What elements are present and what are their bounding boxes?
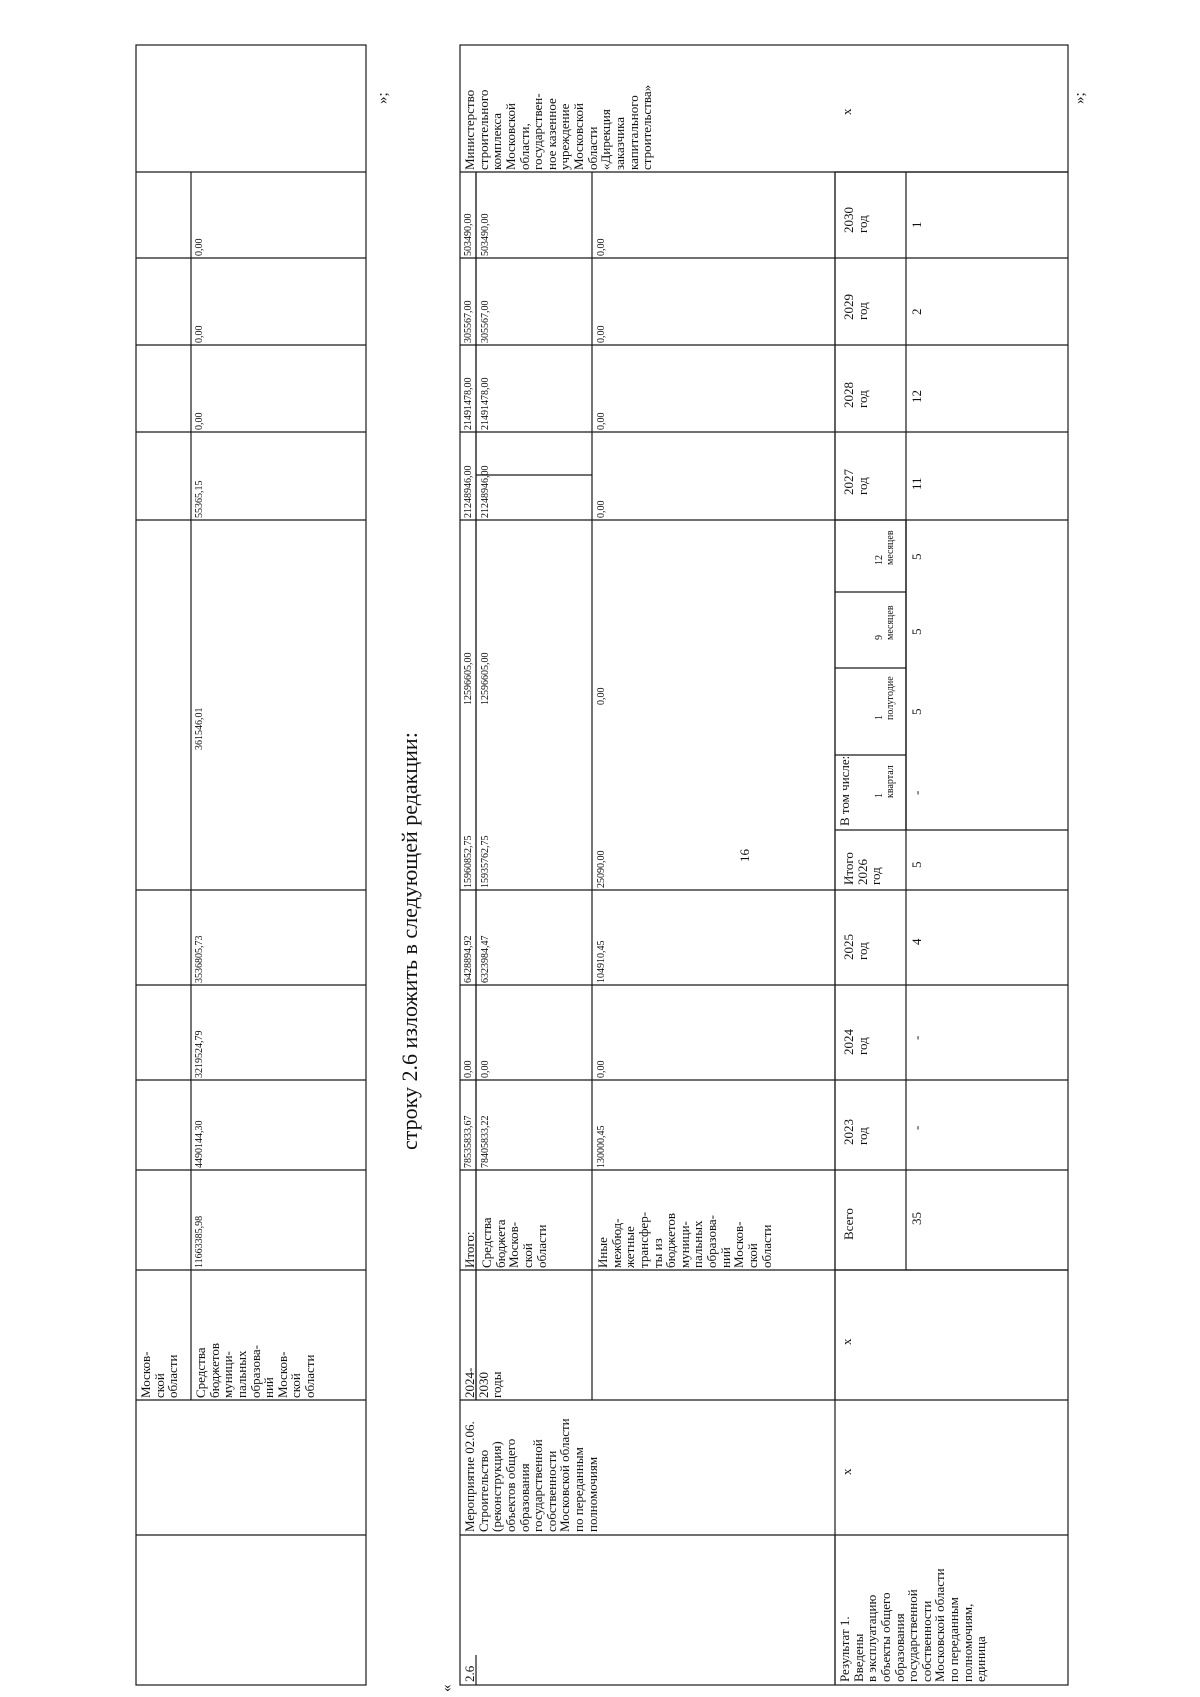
header-2028: 2028 год — [841, 382, 870, 408]
regional-value-2027: 21248946,00 — [480, 465, 491, 518]
value-2027: 11 — [909, 477, 924, 490]
result-description: Результат 1. Введены в эксплуатацию объекты общего образования государственной собственности Московской области по переданным полномочиям, единица — [837, 1568, 989, 1682]
transfers-value-2025: 25090,00 — [596, 850, 607, 888]
page-number: 16 — [737, 849, 752, 862]
top-value-2029: 0,00 — [194, 325, 205, 343]
event-period: 2024- 2030 годы — [462, 1367, 505, 1398]
transfers-value-2023: 0,00 — [596, 1060, 607, 1078]
value-2023: - — [909, 1125, 924, 1130]
top-value-2030: 0,00 — [194, 238, 205, 256]
result-sources: х — [839, 1338, 854, 1345]
row-number: 2.6 — [462, 1665, 477, 1682]
transfers-value-2029: 0,00 — [596, 325, 607, 343]
source-total-label: Итого: — [462, 1231, 477, 1268]
value-12m: 5 — [909, 553, 924, 560]
top-value-total: 11663385,98 — [194, 1215, 205, 1268]
top-value-2028: 0,00 — [194, 412, 205, 430]
total-value-2026: 12596605,00 — [463, 652, 474, 705]
top-table-border — [136, 45, 366, 1685]
result-period: х — [839, 1468, 854, 1475]
value-2030: 1 — [909, 221, 924, 228]
source-regional-label: Средства бюджета Моcков- ской области — [479, 1217, 549, 1268]
top-value-2023: 4490144,30 — [194, 1120, 205, 1168]
total-value-2028: 21491478,00 — [463, 377, 474, 430]
closing-mark-top: »; — [375, 92, 391, 104]
header-2025: 2025 год — [841, 934, 870, 960]
source-transfers-label: Иные межбюд- жетные трансфер- ты из бюджетов муници- пальных образова- ний Москов- ской области — [595, 1211, 774, 1268]
header-h1: 1 полугодие — [874, 676, 896, 720]
header-2030: 2030 год — [841, 207, 870, 233]
regional-value-2028: 21491478,00 — [480, 377, 491, 430]
regional-value-2030: 503490,00 — [480, 213, 491, 256]
top-value-2025: 3536805,73 — [194, 935, 205, 983]
transfers-value-2024: 104910,45 — [596, 940, 607, 983]
transfers-value-2026: 0,00 — [596, 687, 607, 705]
total-value-2027: 21248946,00 — [463, 465, 474, 518]
result-responsible: х — [839, 108, 854, 115]
value-2028: 12 — [909, 390, 924, 403]
total-value-all: 78535833,67 — [463, 1115, 474, 1168]
regional-value-2024: 6323984,47 — [480, 935, 491, 983]
total-value-2024: 6428894,92 — [463, 935, 474, 983]
transfers-value-all: 130000,45 — [596, 1125, 607, 1168]
regional-value-2025: 15935762,75 — [480, 835, 491, 888]
value-9m: 5 — [909, 628, 924, 635]
value-total-2026: 5 — [909, 861, 924, 868]
header-total-2026: Итого 2026 год — [841, 852, 884, 885]
header-2023: 2023 год — [841, 1119, 870, 1145]
header-q1: 1 квартал — [874, 765, 896, 798]
page-heading: строку 2.6 изложить в следующей редакции: — [397, 732, 422, 1150]
header-12m: 12 месяцев — [874, 530, 896, 565]
responsible-executor: Министерство строительного комплекса Московской области, государствен- ное казенное учреждение Московской области «Дирекция заказчика капитального строительства» — [462, 84, 655, 170]
total-value-2030: 503490,00 — [463, 213, 474, 256]
open-quote: « — [439, 1684, 455, 1692]
transfers-value-2030: 0,00 — [596, 238, 607, 256]
total-value-2023: 0,00 — [463, 1060, 474, 1078]
event-description: Мероприятие 02.06. Строительство (реконструкция) объектов общего образования государственной собственности Московской области по переданным полномочиям — [462, 1418, 600, 1532]
value-total: 35 — [909, 1212, 924, 1225]
regional-value-all: 78405833,22 — [480, 1115, 491, 1168]
transfers-value-2027: 0,00 — [596, 500, 607, 518]
top-value-2027: 55365,15 — [194, 480, 205, 518]
header-9m: 9 месяцев — [874, 605, 896, 640]
header-total: Всего — [841, 1208, 856, 1240]
value-2024: - — [909, 1035, 924, 1040]
header-including: В том числе: — [837, 755, 852, 826]
total-value-2029: 305567,00 — [463, 300, 474, 343]
top-value-2026: 361546,01 — [194, 707, 205, 750]
transfers-value-2028: 0,00 — [596, 412, 607, 430]
top-value-2024: 3219524,79 — [194, 1030, 205, 1078]
top-source-cont: Москов- ской области — [138, 1351, 181, 1398]
value-2029: 2 — [909, 308, 924, 315]
closing-mark-bottom: »; — [1072, 92, 1088, 104]
header-2029: 2029 год — [841, 294, 870, 320]
regional-value-2023: 0,00 — [480, 1060, 491, 1078]
regional-value-2029: 305567,00 — [480, 300, 491, 343]
total-value-2025: 15960852,75 — [463, 835, 474, 888]
value-h1: 5 — [909, 708, 924, 715]
regional-value-2026: 12596605,00 — [480, 652, 491, 705]
header-2024: 2024 год — [841, 1029, 870, 1055]
header-2027: 2027 год — [841, 469, 870, 495]
value-q1: - — [909, 790, 924, 795]
top-source-municipal: Средства бюджетов муници- пальных образова- ний Москов- ской области — [193, 1342, 318, 1398]
value-2025: 4 — [909, 938, 924, 945]
